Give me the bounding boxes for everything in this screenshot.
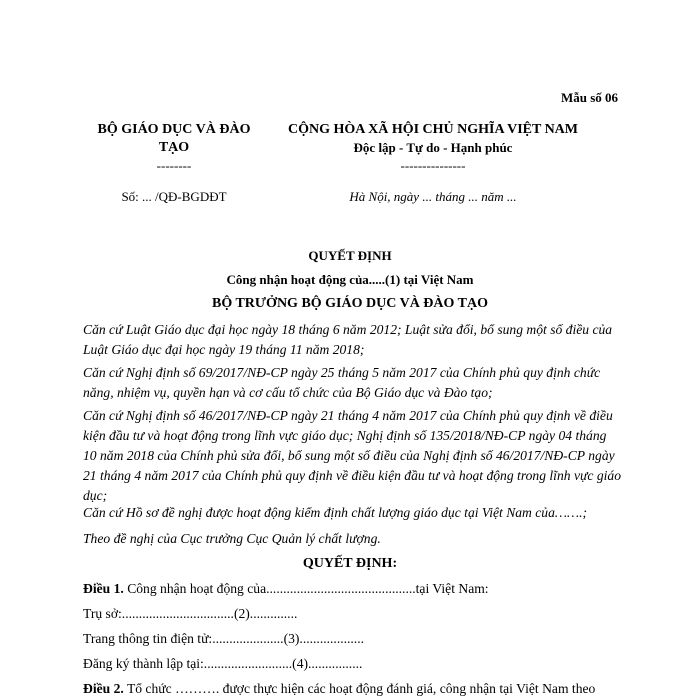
preamble-item: Căn cứ Nghị định số 69/2017/NĐ-CP ngày 25 tháng 5 năm 2017 của Chính phủ quy định chức năng, nhiệm vụ, quyền hạn và cơ cấu tổ chức của Bộ Giáo dục và Đào tạo; [83,365,601,400]
article-2-text: Tổ chức ………. được thực hiện các hoạt động đánh giá, công nhận tại Việt Nam theo [126,681,596,696]
article-1-field-headquarters: Trụ sở:.................................(2).............. [83,606,298,621]
ministry-name-line2: TẠO [158,140,190,155]
article-1-field-registration: Đăng ký thành lập tại:..........................(4)................ [83,656,363,671]
article-1 [83,581,489,597]
issuing-authority: BỘ TRƯỞNG BỘ GIÁO DỤC VÀ ĐÀO TẠO [211,296,488,311]
republic-name: CỘNG HÒA XÃ HỘI CHỦ NGHĨA VIỆT NAM [287,122,578,137]
national-motto: Độc lập - Tự do - Hạnh phúc [353,140,513,155]
form-number: Mẫu số 06 [560,90,618,105]
preamble-item: Theo đề nghị của Cục trưởng Cục Quản lý chất lượng. [83,531,381,546]
preamble-item: Căn cứ Nghị định số 46/2017/NĐ-CP ngày 21 tháng 4 năm 2017 của Chính phủ quy định về điều kiện đầu tư và hoạt động trong lĩnh vực giáo dục; Nghị định số 135/2018/NĐ-CP ngày 04 tháng 10 năm 2018 của Chính phủ sửa đổi, bổ sung một số điều của Nghị định số 46/2017/NĐ-CP ngày 21 tháng 4 năm 2017 của Chính phủ quy định về điều kiện đầu tư và hoạt động trong lĩnh vực giáo dục; [83,408,621,503]
article-1-field-website: Trang thông tin điện tử:.....................(3)................... [83,631,365,646]
document-subtitle: Công nhận hoạt động của.....(1) tại Việt Nam [226,272,474,287]
document-title: QUYẾT ĐỊNH [308,248,392,263]
article-1-text: Công nhận hoạt động của............................................tại Việt Nam: [127,581,489,596]
preamble-item: Căn cứ Hồ sơ đề nghị được hoạt động kiểm định chất lượng giáo dục tại Việt Nam của…….; [83,505,587,520]
motto-separator: --------------- [400,158,466,173]
decision-heading: QUYẾT ĐỊNH: [302,556,398,571]
article-2 [83,681,595,697]
article-2-label: Điều 2. [83,681,124,696]
article-1-label: Điều 1. [83,581,124,596]
document-number: Số: ... /QĐ-BGDĐT [121,189,227,204]
ministry-name-line1: BỘ GIÁO DỤC VÀ ĐÀO [97,122,251,137]
ministry-separator: -------- [156,158,192,173]
place-and-date: Hà Nội, ngày ... tháng ... năm ... [349,189,517,204]
preamble-item: Căn cứ Luật Giáo dục đại học ngày 18 tháng 6 năm 2012; Luật sửa đổi, bổ sung một số điều của Luật Giáo dục đại học ngày 19 tháng 11 năm 2018; [83,322,613,357]
